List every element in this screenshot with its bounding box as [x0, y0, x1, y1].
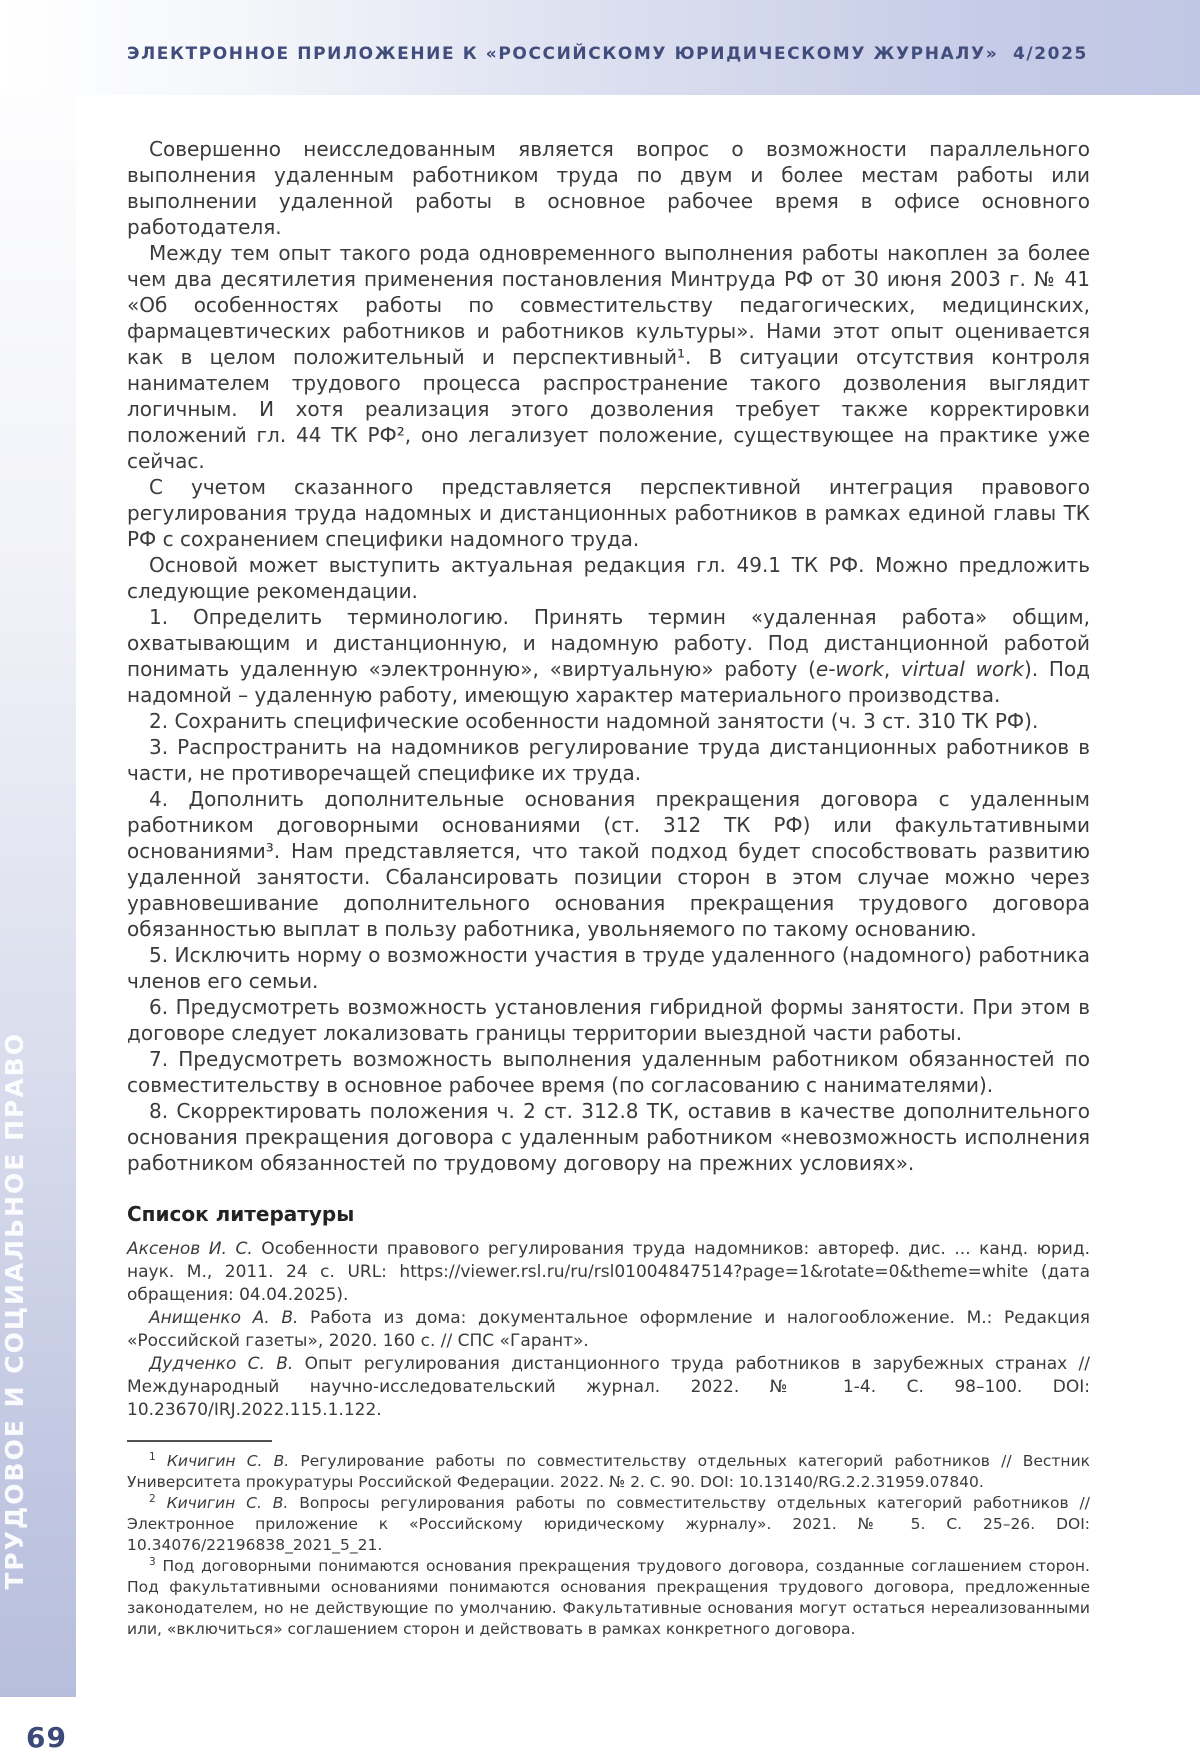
footnote-separator [127, 1440, 272, 1442]
page-number: 69 [26, 1721, 67, 1754]
sidebar-strip [0, 95, 76, 1754]
paragraph: 3. Распространить на надомников регулирование труда дистанционных работников в части, не противоречащей специфике их труда. [127, 735, 1090, 785]
paragraph: Между тем опыт такого рода одновременного выполнения работы накоплен за более чем два десятилетия применения постановления Минтруда РФ от 30 июня 2003 г. № 41 «Об особенностях работы по совместительству педагогических, медицинских, фармацевтических работников и работников культуры». Нами этот опыт оценивается как в целом положительный и перспективный¹. В ситуации отсутствия контроля нанимателем трудового процесса распространение такого дозволения выглядит логичным. И хотя реализация этого дозволения требует также корректировки положений гл. 44 ТК РФ², оно легализует положение, существующее на практике уже сейчас. [127, 241, 1090, 473]
journal-title: ЭЛЕКТРОННОЕ ПРИЛОЖЕНИЕ К «РОССИЙСКОМУ ЮРИДИЧЕСКОМУ ЖУРНАЛУ» [127, 44, 999, 64]
paragraph: 1. Определить терминологию. Принять термин «удаленная работа» общим, охватывающим и дистанционную, и надомную работу. Под дистанционной работой понимать удаленную «электронную», «виртуальную» работу (e-work, virtual work). Под надомной – удаленную работу, имеющую характер материального производства. [127, 605, 1090, 707]
article-content [127, 136, 1090, 1640]
footnotes-list [127, 1451, 1090, 1640]
footnote-marker: 1 [149, 1450, 156, 1463]
references-heading: Список литературы [127, 1202, 355, 1226]
reference-item: Дудченко С. В. Опыт регулирования дистанционного труда работников в зарубежных странах // Международный научно-исследовательский журнал. 2022. № 1-4. С. 98–100. DOI: 10.23670/IRJ.2022.115.1.122. [127, 1354, 1090, 1420]
footnote-item: $^2$ Кичигин С. В. Вопросы регулирования работы по совместительству отдельных категорий работников // Электронное приложение к «Российскому юридическому журналу». 2021. № 5. С. 25–26. DOI: 10.34076/22196838_2021_5_21. [127, 1492, 1090, 1554]
reference-item: Аксенов И. С. Особенности правового регулирования труда надомников: автореф. дис. ... канд. юрид. наук. М., 2011. 24 с. URL: https://viewer.rsl.ru/ru/rsl01004847514?page=1&rotate=0&theme=white (дата обращения: 04.04.2025). [127, 1239, 1090, 1305]
paragraph: С учетом сказанного представляется перспективной интеграция правового регулирования труда надомных и дистанционных работников в рамках единой главы ТК РФ с сохранением специфики надомного труда. [127, 475, 1090, 551]
paragraph: 5. Исключить норму о возможности участия в труде удаленного (надомного) работника членов его семьи. [127, 943, 1090, 993]
footnote-marker: 3 [149, 1555, 156, 1568]
footnote-marker: 2 [149, 1492, 156, 1505]
footnote-item: $^3$ Под договорными понимаются основания прекращения трудового договора, созданные соглашением сторон. Под факультативными основаниями понимаются основания прекращения трудового договора, предложенные законодателем, но не действующие по умолчанию. Факультативные основания могут остаться нереализованными или, «включиться» соглашением сторон и действовать в рамках конкретного договора. [127, 1555, 1090, 1638]
page-header [0, 0, 1200, 95]
paragraph: Основой может выступить актуальная редакция гл. 49.1 ТК РФ. Можно предложить следующие рекомендации. [127, 553, 1090, 603]
paragraph: 2. Сохранить специфические особенности надомной занятости (ч. 3 ст. 310 ТК РФ). [149, 709, 1039, 733]
paragraph: 8. Скорректировать положения ч. 2 ст. 312.8 ТК, оставив в качестве дополнительного основания прекращения договора с удаленным работником «невозможность исполнения работником обязанностей по трудовому договору на прежних условиях». [127, 1099, 1090, 1175]
section-label-vertical: ТРУДОВОЕ И СОЦИАЛЬНОЕ ПРАВО [0, 1032, 29, 1590]
paragraph: 6. Предусмотреть возможность установления гибридной формы занятости. При этом в договоре следует локализовать границы территории выездной части работы. [127, 995, 1090, 1045]
paragraph: Совершенно неисследованным является вопрос о возможности параллельного выполнения удаленным работником труда по двум и более местам работы или выполнении удаленной работы в основное рабочее время в офисе основного работодателя. [127, 137, 1090, 239]
issue-number: 4/2025 [1013, 44, 1088, 64]
footnote-item: $^1$ Кичигин С. В. Регулирование работы по совместительству отдельных категорий работников // Вестник Университета прокуратуры Российской Федерации. 2022. № 2. С. 90. DOI: 10.13140/RG.2.2.31959.07840. [127, 1450, 1090, 1491]
paragraph: 7. Предусмотреть возможность выполнения удаленным работником обязанностей по совместительству в основное рабочее время (по согласованию с нанимателями). [127, 1047, 1090, 1097]
reference-item: Анищенко А. В. Работа из дома: документальное оформление и налогообложение. М.: Редакция «Российской газеты», 2020. 160 с. // СПС «Гарант». [127, 1308, 1090, 1351]
references-list [127, 1238, 1090, 1422]
paragraph: 4. Дополнить дополнительные основания прекращения договора с удаленным работником договорными основаниями (ст. 312 ТК РФ) или факультативными основаниями³. Нам представляется, что такой подход будет способствовать развитию удаленной занятости. Сбалансировать позиции сторон в этом случае можно через уравновешивание дополнительного основания прекращения трудового договора обязанностью выплат в пользу работника, увольняемого по такому основанию. [127, 787, 1090, 941]
article-body [127, 136, 1090, 1176]
